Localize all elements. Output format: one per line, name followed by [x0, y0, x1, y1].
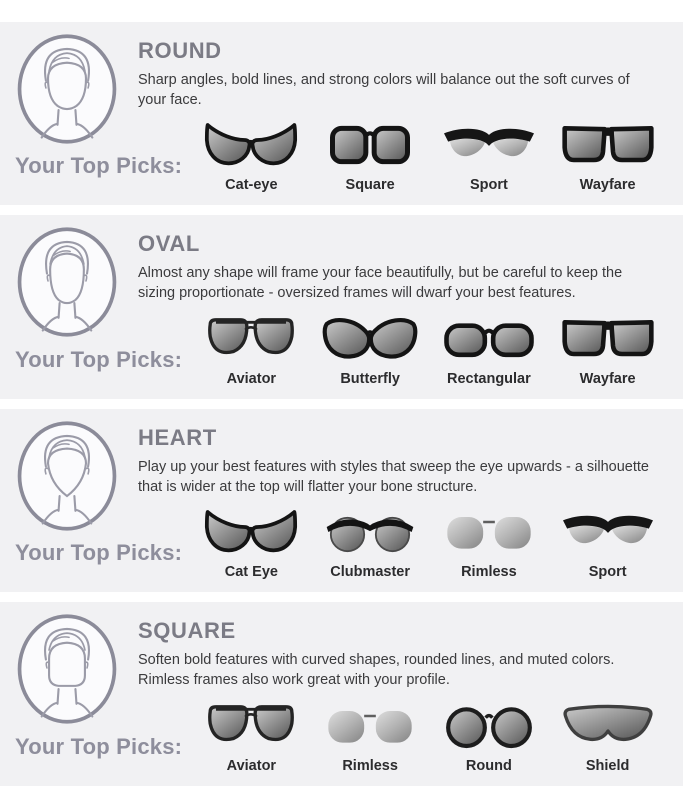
pick-label: Square — [345, 177, 395, 194]
pick-round — [430, 701, 549, 774]
pick-shield — [548, 701, 667, 774]
section-round — [0, 22, 683, 205]
pick-label: Wayfare — [579, 370, 636, 387]
section-heading: SQUARE — [138, 618, 236, 644]
pick-label: Sport — [588, 564, 627, 581]
pick-label: Shield — [585, 757, 630, 774]
section-heading: ROUND — [138, 38, 222, 63]
clubmaster-glasses-icon — [318, 507, 422, 557]
pick-rimless — [430, 507, 549, 580]
top-picks-row — [192, 314, 667, 387]
top-picks-row — [192, 507, 667, 580]
pick-label: Wayfare — [579, 177, 636, 194]
pick-aviator — [192, 701, 311, 774]
heart-face-icon — [14, 418, 120, 534]
round-face-icon — [14, 31, 120, 147]
top-picks-label: Your Top Picks: — [15, 346, 183, 372]
pick-cat-eye — [192, 120, 311, 193]
section-heading: HEART — [138, 424, 217, 450]
pick-clubmaster — [311, 507, 430, 580]
pick-label: Butterfly — [340, 370, 400, 387]
pick-wayfare — [548, 120, 667, 193]
section-description: Sharp angles, bold lines, and strong colors will balance out the soft curves of your face. — [138, 72, 630, 108]
pick-rectangular — [430, 314, 549, 387]
section-heading: OVAL — [138, 231, 200, 257]
square-glasses-icon — [318, 120, 422, 170]
top-picks-row — [192, 120, 667, 193]
section-square — [0, 602, 683, 785]
pick-rimless — [311, 701, 430, 774]
pick-label: Rimless — [342, 757, 398, 774]
oval-face-icon — [14, 224, 120, 340]
sport-glasses-icon — [437, 120, 541, 170]
square-face-icon — [14, 611, 120, 727]
pick-square — [311, 120, 430, 193]
shield-glasses-icon — [556, 701, 660, 751]
section-oval — [0, 215, 683, 398]
pick-wayfare — [548, 314, 667, 387]
section-description: Soften bold features with curved shapes, rounded lines, and muted colors. Rimless frames also work great with your profile. — [138, 652, 615, 689]
top-picks-row — [192, 701, 667, 774]
pick-label: Clubmaster — [330, 564, 411, 581]
rectangular-glasses-icon — [437, 314, 541, 364]
section-description: Play up your best features with styles that sweep the eye upwards - a silhouette that is wider at the top will flatter your bone structure. — [138, 458, 649, 495]
pick-label: Aviator — [226, 757, 277, 774]
rimless-glasses-icon — [318, 701, 422, 751]
pick-label: Cat-eye — [225, 177, 278, 194]
round-glasses-icon — [437, 701, 541, 751]
pick-butterfly — [311, 314, 430, 387]
wayfarer-glasses-icon — [556, 314, 660, 364]
pick-label: Rectangular — [446, 370, 531, 387]
top-picks-label: Your Top Picks: — [15, 540, 183, 566]
rimless-glasses-icon — [437, 507, 541, 557]
wayfarer-glasses-icon — [556, 120, 660, 170]
top-picks-label: Your Top Picks: — [15, 733, 183, 759]
pick-sport — [548, 507, 667, 580]
sport-glasses-icon — [556, 507, 660, 557]
pick-sport — [430, 120, 549, 193]
butterfly-glasses-icon — [318, 314, 422, 364]
pick-cat-eye — [192, 507, 311, 580]
top-picks-label: Your Top Picks: — [15, 153, 183, 179]
section-description: Almost any shape will frame your face beautifully, but be careful to keep the sizing proportionate - oversized frames will dwarf your best features. — [138, 265, 623, 302]
pick-label: Aviator — [226, 370, 277, 387]
section-heart — [0, 409, 683, 592]
pick-aviator — [192, 314, 311, 387]
aviator-glasses-icon — [199, 314, 303, 364]
pick-label: Round — [465, 757, 512, 774]
pick-label: Rimless — [461, 564, 517, 581]
pick-label: Cat Eye — [224, 564, 278, 581]
cat-eye-glasses-icon — [199, 120, 303, 170]
aviator-glasses-icon — [199, 701, 303, 751]
cat-eye-glasses-icon — [199, 507, 303, 557]
pick-label: Sport — [469, 177, 508, 194]
